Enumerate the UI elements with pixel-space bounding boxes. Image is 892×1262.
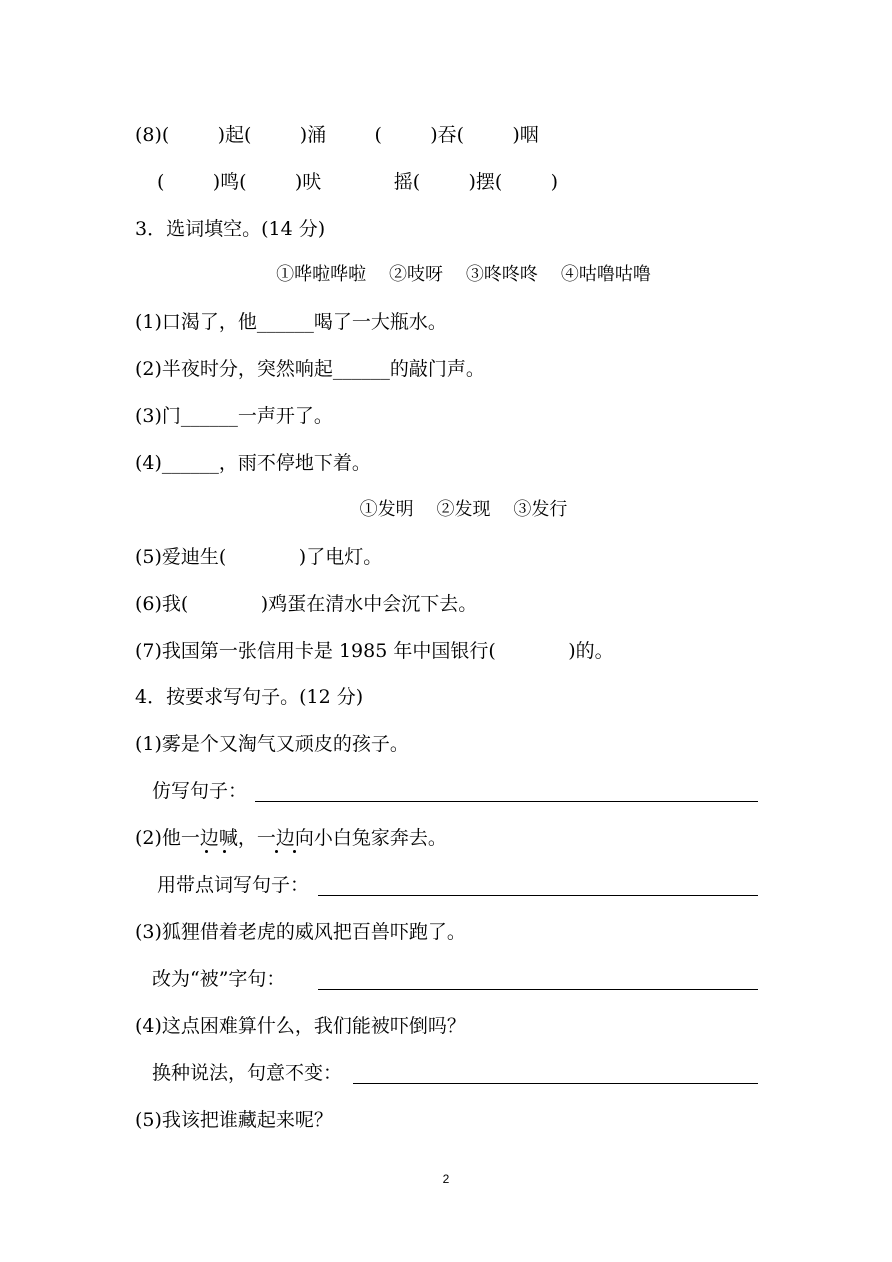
answer-line-2[interactable] (318, 895, 758, 896)
q4-sentence-5: (5)我该把谁藏起来呢？ (135, 1109, 333, 1131)
emphasis-dot (275, 850, 278, 853)
q3-item-6: (6)我( )鸡蛋在清水中会沉下去。 (135, 593, 478, 615)
q4-title: 4．按要求写句子。(12 分) (135, 686, 364, 708)
q2-row8a: (8)( )起( )涌 ( )吞( )咽 (135, 124, 539, 146)
q3-item-1: (1)口渴了，他______喝了一大瓶水。 (135, 311, 447, 333)
q4-prompt-1: 仿写句子： (152, 780, 248, 802)
q3-item-2: (2)半夜时分，突然响起______的敲门声。 (135, 358, 485, 380)
answer-line-1[interactable] (255, 801, 758, 802)
emphasis-dot (205, 850, 208, 853)
q4-sentence-1: (1)雾是个又淘气又顽皮的孩子。 (135, 733, 409, 755)
answer-line-4[interactable] (353, 1083, 758, 1084)
q3-item-4: (4)______，雨不停地下着。 (135, 452, 371, 474)
q4-sentence-3: (3)狐狸借着老虎的威风把百兽吓跑了。 (135, 921, 466, 943)
q4-prompt-4: 换种说法，句意不变： (152, 1062, 343, 1084)
q3-item-7: (7)我国第一张信用卡是 1985 年中国银行( )的。 (135, 640, 614, 662)
q2-row8b: ( )鸣( )吠 摇( )摆( ) (157, 171, 559, 193)
q3-item-3: (3)门______一声开了。 (135, 405, 333, 427)
q4-prompt-2: 用带点词写句子： (157, 874, 310, 896)
q3-options-1: ①哗啦哗啦 ②吱呀 ③咚咚咚 ④咕噜咕噜 (276, 264, 651, 285)
q3-title: 3．选词填空。(14 分) (135, 218, 326, 240)
emphasis-dot (293, 850, 296, 853)
q4-prompt-3: 改为“被”字句： (152, 968, 286, 990)
q4-sentence-2: (2)他一边喊，一边向小白兔家奔去。 (135, 827, 447, 849)
page-number: 2 (442, 1172, 450, 1186)
q4-sentence-4: (4)这点困难算什么，我们能被吓倒吗？ (135, 1015, 466, 1037)
q3-item-5: (5)爱迪生( )了电灯。 (135, 546, 383, 568)
answer-line-3[interactable] (318, 989, 758, 990)
q3-options-2: ①发明 ②发现 ③发行 (359, 499, 568, 520)
emphasis-dot (223, 850, 226, 853)
